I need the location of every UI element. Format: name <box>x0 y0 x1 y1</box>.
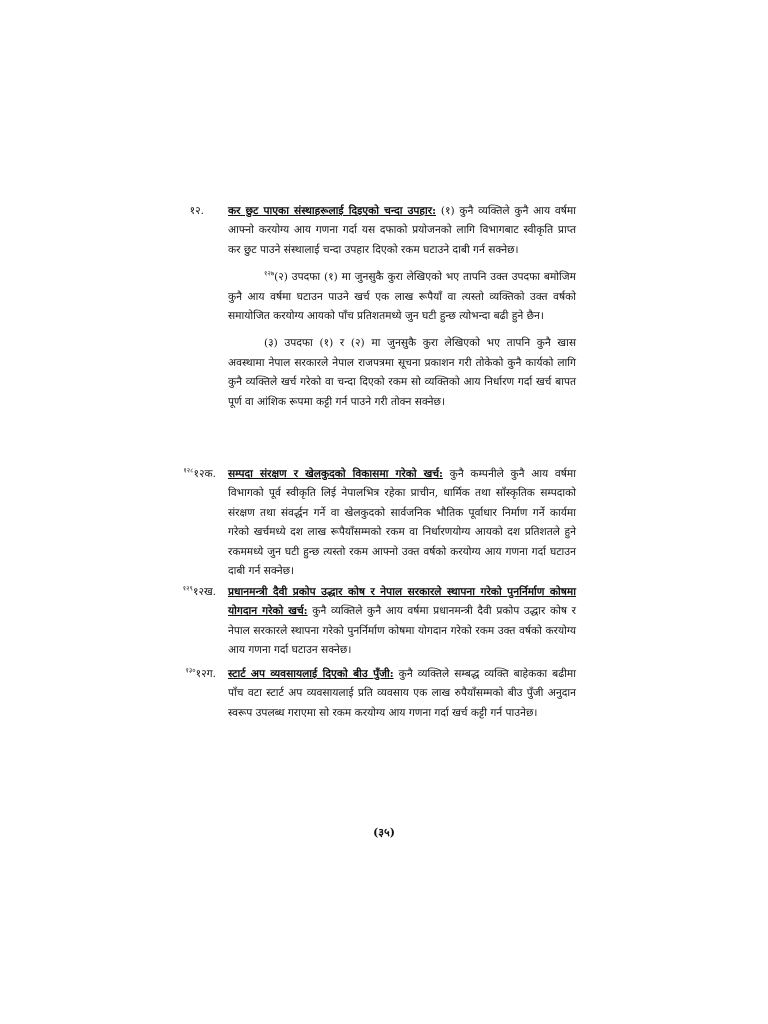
section-body <box>228 583 576 661</box>
footnote-marker: १२७ <box>264 269 275 278</box>
section-number: $^{१३०}$१२ग. <box>185 666 216 680</box>
section-body <box>228 465 576 581</box>
section-footnote-marker: १२९ <box>182 584 193 593</box>
section-body <box>228 665 576 723</box>
section-12ga <box>180 665 576 723</box>
paragraph-text: (२) उपदफा (१) मा जुनसुकै कुरा लेखिएको भए तापनि उक्त उपदफा बमोजिम कुनै आय वर्षमा घटाउन पाउने खर्च एक लाख रूपैयाँ वा त्यस्तो व्यक्तिको उक्त वर्षको समायोजित करयोग्य आयको पाँच प्रतिशतमध्ये जुन घटी हुन्छ त्योभन्दा बढी हुने छैन। <box>228 271 576 323</box>
section-body <box>228 202 576 412</box>
sub-paragraph <box>228 334 576 412</box>
section-number: $^{१२९}$१२ख. <box>182 584 216 598</box>
section-number: १२. <box>189 205 204 217</box>
section-paragraph <box>228 665 576 723</box>
paragraph-text: कुनै व्यक्तिले कुनै आय वर्षमा प्रधानमन्त्री दैवी प्रकोप उद्धार कोष र नेपाल सरकारले स्थापना गरेको पुनर्निर्माण कोषमा योगदान गरेको रकम उक्त वर्षको करयोग्य आय गणना गर्दा घटाउन सक्नेछ। <box>228 605 576 657</box>
section-paragraph <box>228 465 576 581</box>
sub-paragraph <box>228 268 576 326</box>
section-footnote-marker: १२८ <box>183 466 194 475</box>
paragraph-text: कुनै व्यक्तिले सम्बद्ध व्यक्ति बाहेकका बढीमा पाँच वटा स्टार्ट अप व्यवसायलाई प्रति व्यवसाय एक लाख रुपैयाँसम्मको बीउ पुँजी अनुदान स्वरूप उपलब्ध गराएमा सो रकम करयोग्य आय गणना गर्दा खर्च कट्टी गर्न पाउनेछ। <box>228 668 577 719</box>
section-heading: सम्पदा संरक्षण र खेलकुदको विकासमा गरेको खर्च: <box>228 468 443 480</box>
paragraph-text: कुनै कम्पनीले कुनै आय वर्षमा विभागको पूर्व स्वीकृति लिई नेपालभित्र रहेका प्राचीन, धार्मिक तथा साँस्कृतिक सम्पदाको संरक्षण तथा संवर्द्धन गर्ने वा खेलकुदको सार्वजनिक भौतिक पूर्वाधार निर्माण गर्ने कार्यमा गरेको खर्चमध्ये दश लाख रूपैयाँसम्मको रकम वा निर्धारणयोग्य आयको दश प्रतिशतले हुने रकममध्ये जुन घटी हुन्छ त्यस्तो रकम आफ्नो उक्त वर्षको करयोग्य आय गणना गर्दा घटाउन दाबी गर्न सक्नेछ। <box>228 468 576 578</box>
section-heading: कर छुट पाएका संस्थाहरूलाई दिइएको चन्दा उपहार: <box>228 205 437 217</box>
section-heading: प्रधानमन्त्री दैवी प्रकोप उद्धार कोष र नेपाल सरकारले स्थापना गरेको पुनर्निर्माण कोषमा योगदान गरेको खर्च: <box>228 586 576 618</box>
section-12 <box>180 202 576 412</box>
section-12ka <box>180 465 576 581</box>
section-paragraph <box>228 583 576 661</box>
section-number: $^{१२८}$१२क. <box>183 466 216 480</box>
section-12kha <box>180 583 576 661</box>
section-footnote-marker: १३० <box>185 666 196 675</box>
section-heading: स्टार्ट अप व्यवसायलाई दिएको बीउ पुँजी: <box>228 668 394 680</box>
paragraph-text: (३) उपदफा (१) र (२) मा जुनसुकै कुरा लेखिएको भए तापनि कुनै खास अवस्थामा नेपाल सरकारले नेपाल राजपत्रमा सूचना प्रकाशन गरी तोकेको कुनै कार्यको लागि कुनै व्यक्तिले खर्च गरेको वा चन्दा दिएको रकम सो व्यक्तिको आय निर्धारण गर्दा खर्च बापत पूर्ण वा आंशिक रूपमा कट्टी गर्न पाउने गरी तोक्न सक्नेछ। <box>228 337 576 408</box>
paragraph-text: (१) कुनै व्यक्तिले कुनै आय वर्षमा आफ्नो करयोग्य आय गणना गर्दा यस दफाको प्रयोजनको लागि विभागबाट स्वीकृति प्राप्त कर छुट पाउने संस्थालाई चन्दा उपहार दिएको रकम घटाउने दाबी गर्न सक्नेछ। <box>228 205 576 256</box>
section-paragraph <box>228 202 576 260</box>
page-number: (३५) <box>373 826 395 839</box>
